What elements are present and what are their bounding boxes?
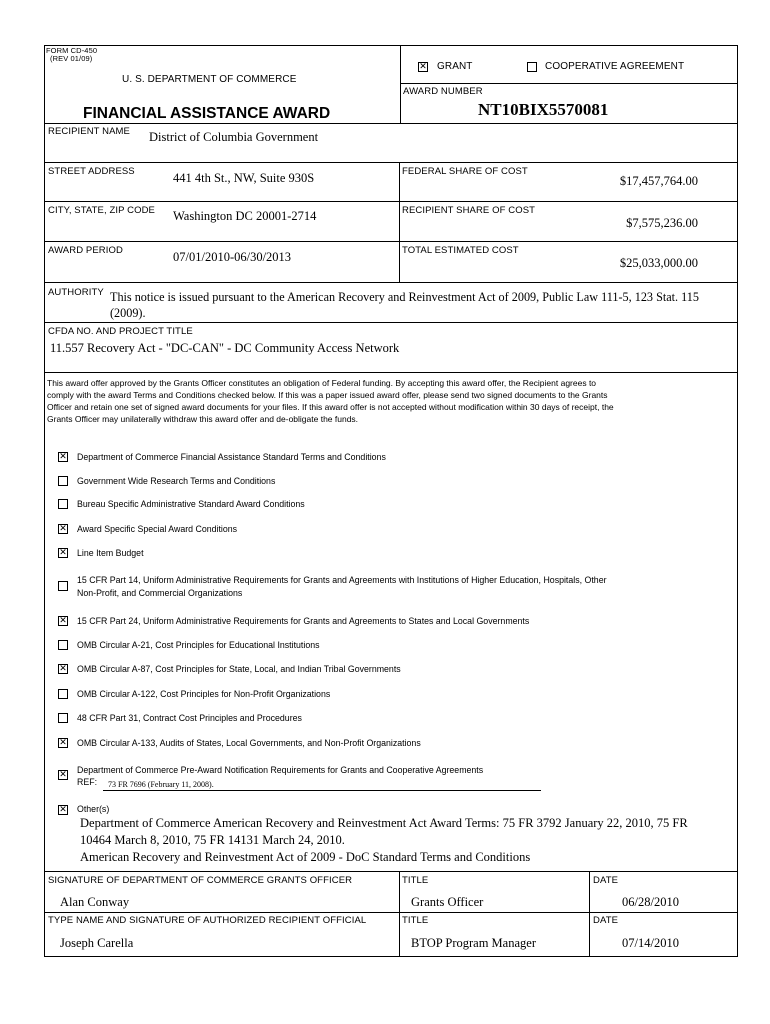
recipient-name-label: RECIPIENT NAME — [48, 126, 130, 137]
award-number: NT10BIX5570081 — [478, 100, 609, 119]
doc-date-label: DATE — [593, 875, 619, 886]
street-address: 441 4th St., NW, Suite 930S — [173, 171, 315, 185]
condition-label: OMB Circular A-133, Audits of States, Local Governments, and Non-Profit Organizations — [77, 738, 421, 748]
condition-checkbox[interactable] — [58, 738, 68, 748]
recipient-sign-date: 07/14/2010 — [622, 936, 679, 950]
condition-label: Other(s) — [77, 804, 110, 814]
award-period-label: AWARD PERIOD — [48, 245, 123, 256]
check-mark: ✕ — [59, 452, 67, 462]
sig-divider — [589, 871, 590, 957]
row-rule — [44, 912, 738, 913]
sig-divider — [399, 871, 400, 957]
row-rule — [44, 282, 738, 283]
row-rule — [44, 241, 738, 242]
condition-checkbox[interactable] — [58, 616, 68, 626]
condition-checkbox[interactable] — [58, 640, 68, 650]
condition-checkbox[interactable] — [58, 581, 68, 591]
border-bottom — [44, 956, 738, 957]
condition-label: Award Specific Special Award Conditions — [77, 524, 238, 534]
check-mark: ✕ — [59, 548, 67, 558]
recipient-signer-title: BTOP Program Manager — [411, 936, 536, 950]
federal-share: $17,457,764.00 — [619, 174, 698, 188]
doc-signer-title: Grants Officer — [411, 895, 484, 909]
recipient-date-label: DATE — [593, 915, 619, 926]
row-rule — [44, 372, 738, 373]
condition-checkbox[interactable] — [58, 805, 68, 815]
form-id: FORM CD-450 — [46, 46, 98, 55]
form-rev: (REV 01/09) — [50, 54, 93, 63]
condition-label-cont: Non-Profit, and Commercial Organizations — [77, 588, 243, 598]
doc-title-label: TITLE — [402, 875, 429, 886]
condition-label: OMB Circular A-87, Cost Principles for State, Local, and Indian Tribal Governments — [77, 664, 401, 674]
grant-checkbox[interactable] — [418, 62, 428, 72]
condition-checkbox[interactable] — [58, 524, 68, 534]
header-divider — [400, 45, 401, 123]
check-mark: ✕ — [59, 805, 67, 815]
condition-checkbox[interactable] — [58, 452, 68, 462]
row-rule — [44, 871, 738, 872]
condition-checkbox[interactable] — [58, 664, 68, 674]
total-cost-label: TOTAL ESTIMATED COST — [402, 245, 519, 256]
doc-signature-label: SIGNATURE OF DEPARTMENT OF COMMERCE GRANTS OFFICER — [48, 875, 353, 886]
award-number-label: AWARD NUMBER — [403, 86, 483, 97]
row-rule — [44, 162, 738, 163]
condition-label: Department of Commerce Pre-Award Notification Requirements for Grants and Cooperative Agreements — [77, 765, 484, 775]
recipient-signature-label: TYPE NAME AND SIGNATURE OF AUTHORIZED RECIPIENT OFFICIAL — [48, 915, 367, 926]
authority-text-line-2: (2009). — [110, 306, 146, 320]
award-number-rule — [401, 83, 737, 84]
check-mark: ✕ — [59, 738, 67, 748]
recipient-title-label: TITLE — [402, 915, 429, 926]
others-line-2: 10464 March 8, 2010, 75 FR 14131 March 24, 2010. — [80, 833, 345, 847]
ref-underline — [103, 790, 541, 791]
department-name: U. S. DEPARTMENT OF COMMERCE — [122, 74, 297, 85]
notice-line-3: Officer and retain one set of signed award documents for your files. If this award offer is not accepted without modification within 30 days of receipt, the — [47, 402, 614, 412]
border-right — [737, 45, 738, 957]
grant-label: GRANT — [437, 61, 473, 72]
border-top — [44, 45, 738, 46]
cooperative-agreement-checkbox[interactable] — [527, 62, 537, 72]
recipient-signer-name: Joseph Carella — [60, 936, 134, 950]
condition-checkbox[interactable] — [58, 770, 68, 780]
cfda-label: CFDA NO. AND PROJECT TITLE — [48, 326, 193, 337]
ref-label: REF: — [77, 777, 98, 787]
condition-label: 15 CFR Part 24, Uniform Administrative Requirements for Grants and Agreements to States and Local Governments — [77, 616, 530, 626]
check-mark: ✕ — [59, 770, 67, 780]
recipient-share: $7,575,236.00 — [626, 216, 698, 230]
recipient-share-label: RECIPIENT SHARE OF COST — [402, 205, 536, 216]
ref-value: 73 FR 7696 (February 11, 2008). — [108, 780, 214, 789]
grant-check-mark: ✕ — [419, 62, 427, 72]
grid-divider — [399, 162, 400, 282]
condition-label: 48 CFR Part 31, Contract Cost Principles and Procedures — [77, 713, 302, 723]
city-state-zip-label: CITY, STATE, ZIP CODE — [48, 205, 155, 216]
condition-label: Government Wide Research Terms and Conditions — [77, 476, 276, 486]
street-address-label: STREET ADDRESS — [48, 166, 135, 177]
notice-line-4: Grants Officer may unilaterally withdraw this award offer and de-obligate the funds. — [47, 414, 359, 424]
border-left — [44, 45, 45, 957]
others-line-3: American Recovery and Reinvestment Act of 2009 - DoC Standard Terms and Conditions — [80, 850, 531, 864]
cfda-value: 11.557 Recovery Act - "DC-CAN" - DC Community Access Network — [50, 341, 400, 355]
condition-label: Department of Commerce Financial Assistance Standard Terms and Conditions — [77, 452, 386, 462]
city-state-zip: Washington DC 20001-2714 — [173, 209, 317, 223]
row-rule — [44, 123, 738, 124]
award-period: 07/01/2010-06/30/2013 — [173, 250, 292, 264]
condition-label: OMB Circular A-122, Cost Principles for Non-Profit Organizations — [77, 689, 331, 699]
condition-checkbox[interactable] — [58, 713, 68, 723]
check-mark: ✕ — [59, 664, 67, 674]
condition-label: Line Item Budget — [77, 548, 144, 558]
total-cost: $25,033,000.00 — [619, 256, 698, 270]
condition-label: Bureau Specific Administrative Standard Award Conditions — [77, 499, 305, 509]
condition-label: OMB Circular A-21, Cost Principles for Educational Institutions — [77, 640, 320, 650]
cooperative-agreement-label: COOPERATIVE AGREEMENT — [545, 61, 685, 72]
condition-checkbox[interactable] — [58, 548, 68, 558]
condition-checkbox[interactable] — [58, 476, 68, 486]
others-line-1: Department of Commerce American Recovery and Reinvestment Act Award Terms: 75 FR 3792 January 22, 2010, 75 FR — [80, 816, 688, 830]
row-rule — [44, 322, 738, 323]
check-mark: ✕ — [59, 616, 67, 626]
condition-checkbox[interactable] — [58, 499, 68, 509]
row-rule — [44, 201, 738, 202]
check-mark: ✕ — [59, 524, 67, 534]
doc-sign-date: 06/28/2010 — [622, 895, 679, 909]
notice-line-1: This award offer approved by the Grants Officer constitutes an obligation of Federal funding. By accepting this award offer, the Recipient agrees to — [47, 378, 597, 388]
authority-text-line-1: This notice is issued pursuant to the American Recovery and Reinvestment Act of 2009, Public Law 111-5, 123 Stat. 115 — [110, 290, 699, 304]
condition-label: 15 CFR Part 14, Uniform Administrative Requirements for Grants and Agreements with Institutions of Higher Education, Hospitals, Other — [77, 575, 607, 585]
recipient-name: District of Columbia Government — [149, 130, 319, 144]
notice-line-2: comply with the award Terms and Conditions checked below. If this was a paper issued award offer, please send two signed documents to the Grants — [47, 390, 608, 400]
authority-label: AUTHORITY — [48, 287, 104, 298]
condition-checkbox[interactable] — [58, 689, 68, 699]
doc-signer-name: Alan Conway — [60, 895, 130, 909]
federal-share-label: FEDERAL SHARE OF COST — [402, 166, 528, 177]
page-title: FINANCIAL ASSISTANCE AWARD — [83, 105, 331, 122]
